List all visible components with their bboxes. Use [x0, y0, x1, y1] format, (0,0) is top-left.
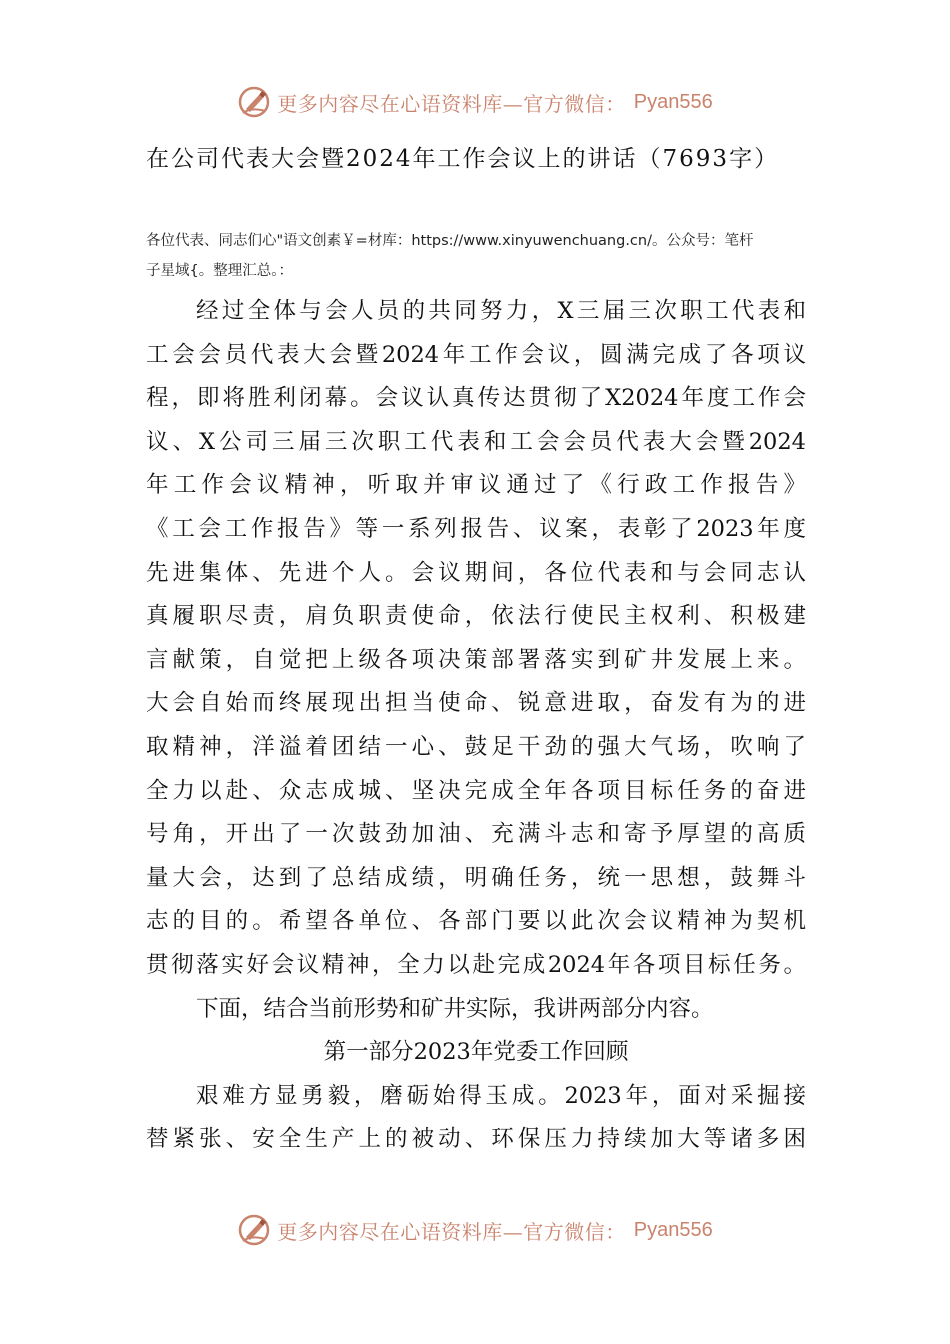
section-heading: 第一部分2023年党委工作回顾 [323, 1039, 629, 1066]
paragraph-1-line: 言献策，自觉把上级各项决策部署落实到矿井发展上来。 [146, 646, 806, 673]
meta-line-1: 各位代表、同志们心"语文创素￥=材库：https://www.xinyuwenchuang.cn/。公众号：笔杆 [146, 233, 754, 249]
watermark-wechat-id: Pyan556 [633, 90, 713, 113]
paragraph-1-line: 年工作会议精神，听取并审议通过了《行政工作报告》 [146, 472, 806, 499]
document-title: 在公司代表大会暨2024年工作会议上的讲话（7693字） [146, 146, 780, 172]
document-body [146, 290, 806, 1162]
paragraph-1-line: 取精神，洋溢着团结一心、鼓足干劲的强大气场，吹响了 [146, 733, 806, 760]
paragraph-1-line: 程，即将胜利闭幕。会议认真传达贯彻了X2024年度工作会 [146, 385, 806, 412]
paragraph-1-line: 号角，开出了一次鼓劲加油、充满斗志和寄予厚望的高质 [146, 821, 806, 848]
watermark-text: 更多内容尽在心语资料库—官方微信： [277, 1219, 626, 1244]
pen-circle-logo-icon [237, 1213, 271, 1247]
paragraph-1-line: 议、X公司三届三次职工代表和工会会员代表大会暨2024 [146, 428, 806, 455]
watermark-wechat-id: Pyan556 [633, 1218, 713, 1241]
paragraph-1-line: 经过全体与会人员的共同努力，X三届三次职工代表和 [196, 298, 806, 324]
pen-circle-logo-icon [237, 85, 271, 119]
paragraph-1-line: 量大会，达到了总结成绩，明确任务，统一思想，鼓舞斗 [146, 864, 806, 891]
paragraph-3-line: 艰难方显勇毅，磨砺始得玉成。2023年，面对采掘接 [196, 1082, 806, 1109]
paragraph-1-line: 《工会工作报告》等一系列报告、议案，表彰了2023年度 [146, 515, 806, 542]
meta-line-2: 子星域{。整理汇总。： [146, 263, 293, 279]
header-watermark [0, 82, 950, 122]
paragraph-1-line: 全力以赴、众志成城、坚决完成全年各项目标任务的奋进 [146, 777, 806, 804]
footer-watermark [0, 1210, 950, 1250]
paragraph-3-line: 替紧张、安全生产上的被动、环保压力持续加大等诸多困 [146, 1126, 806, 1153]
paragraph-1-line: 贯彻落实好会议精神，全力以赴完成2024年各项目标任务。 [146, 951, 806, 978]
paragraph-1-line: 先进集体、先进个人。会议期间，各位代表和与会同志认 [146, 559, 806, 586]
paragraph-1-line: 真履职尽责，肩负职责使命，依法行使民主权利、积极建 [146, 603, 806, 630]
watermark-text: 更多内容尽在心语资料库—官方微信： [277, 91, 626, 116]
paragraph-1-line: 大会自始而终展现出担当使命、锐意进取，奋发有为的进 [146, 690, 806, 717]
paragraph-1-line: 志的目的。希望各单位、各部门要以此次会议精神为契机 [146, 908, 806, 935]
paragraph-1-line: 工会会员代表大会暨2024年工作会议，圆满完成了各项议 [146, 341, 806, 368]
paragraph-2: 下面，结合当前形势和矿井实际，我讲两部分内容。 [196, 995, 714, 1022]
